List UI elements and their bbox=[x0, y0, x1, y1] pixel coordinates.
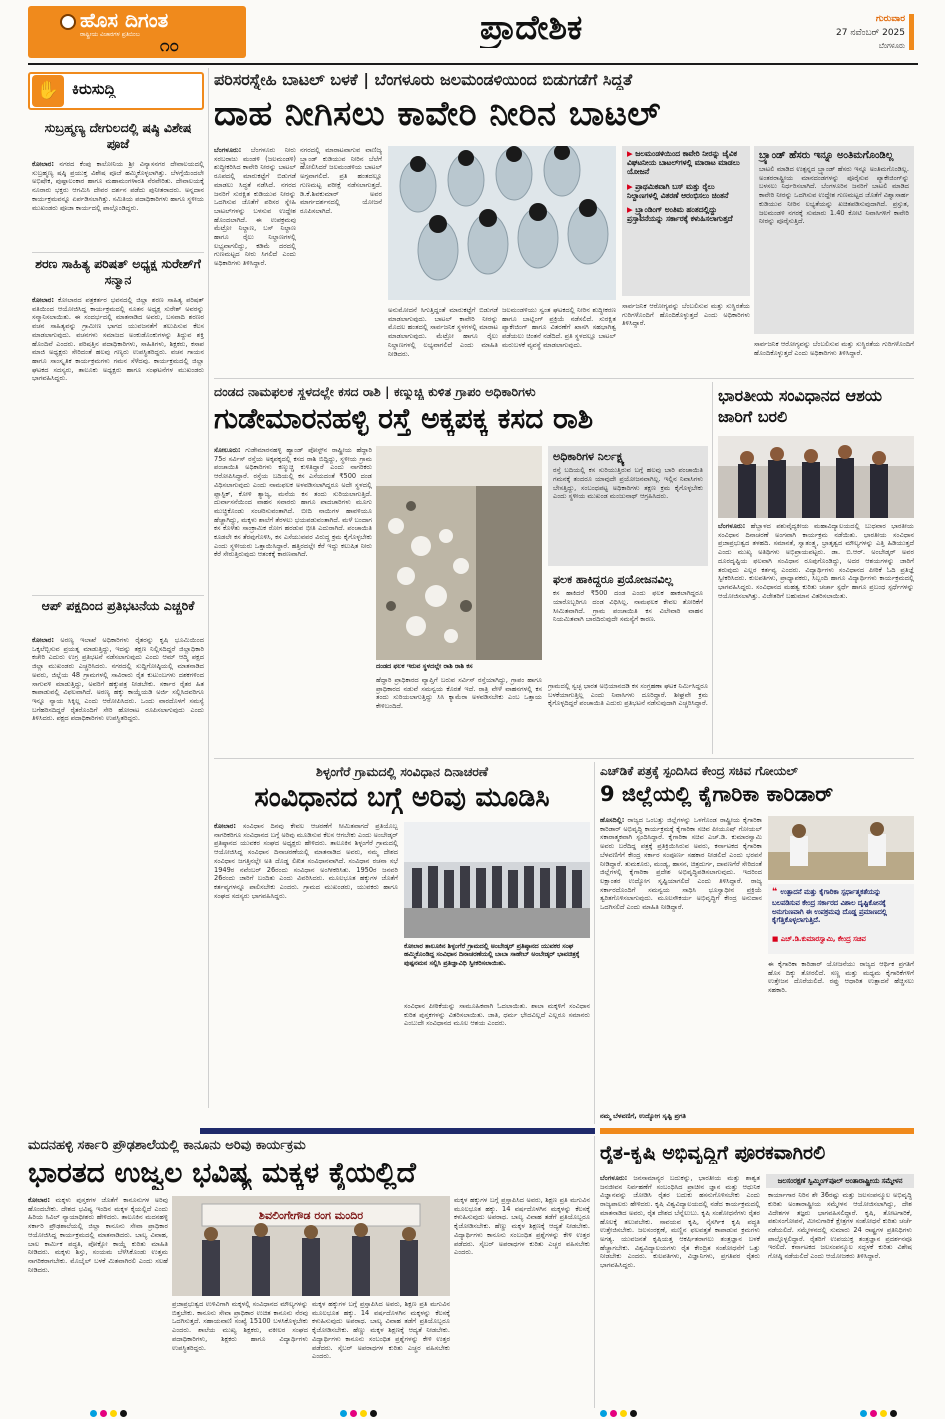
bottom-mid-rule bbox=[594, 1136, 595, 1408]
goyal-quote-author-text: ಎಚ್.ಡಿ.ಕುಮಾರಸ್ವಾಮಿ, ಕೇಂದ್ರ ಸಚಿವ bbox=[780, 935, 866, 943]
children-kicker: ಮದನಹಳ್ಳಿ ಸರ್ಕಾರಿ ಪ್ರೌಢಶಾಲೆಯಲ್ಲಿ ಕಾನೂನು ಅರಿವು ಕಾರ್ಯಕ್ರಮ bbox=[28, 1138, 306, 1153]
shilangere-headline: ಸಂವಿಧಾನದ ಬಗ್ಗೆ ಅರಿವು ಮೂಡಿಸಿ bbox=[254, 782, 550, 813]
page-number: ೧೦ bbox=[160, 36, 180, 56]
masthead-divider bbox=[28, 63, 918, 65]
garbage-box1-head: ಅಧಿಕಾರಿಗಳ ನಿರ್ಲಕ್ಷ್ಯ bbox=[553, 450, 625, 463]
garbage-body-col2 bbox=[376, 676, 542, 752]
lead-bullet-2 bbox=[627, 183, 745, 201]
lead-bullet-3-text: ಬ್ರ್ಯಾಂಡಿಂಗ್ ಅಂತಿಮ ಹಂತದಲ್ಲಿದ್ದು ಪ್ರಸ್ತಾವನೆಯನ್ನು ಸರ್ಕಾರಕ್ಕೆ ಕಳುಹಿಸಲಾಗುತ್ತದೆ bbox=[627, 205, 733, 224]
shilangere-dateline: ಕೋಲಾರ: bbox=[214, 822, 237, 830]
children-dateline: ಕೋಲಾರ: bbox=[28, 1196, 51, 1204]
left-story1-body bbox=[32, 160, 204, 248]
reg-mark-magenta-3 bbox=[610, 1410, 617, 1417]
lead-body-text3: ಅನುಮೋದನೆ ಸಿಗುತ್ತಿದ್ದಂತೆ ಮಾರುಕಟ್ಟೆಗೆ ಬಿಡುಗಡೆ ಮಾಡಲಾಗುವುದು. ಬಾಟಲ್ ಕಾವೇರಿ ನೀರನ್ನು ಮೊದಲ ಹಂತದಲ್ಲಿ ಸಾರ್ವಜನಿಕ ಸ್ಥಳಗಳಲ್ಲಿ ಮಾರಾಟ ಮಾಡಲಾಗುವುದು. ಮೆಟ್ರೋ ಹಾಗೂ ರೈಲು ನಿಲ್ದಾಣಗಳಲ್ಲಿ ಲಭ್ಯವಾಗಲಿದೆ ಎಂದು ಮಾಹಿತಿ ನೀಡಿದರು. bbox=[388, 306, 498, 358]
children-headline: ಭಾರತದ ಉಜ್ವಲ ಭವಿಷ್ಯ ಮಕ್ಕಳ ಕೈಯಲ್ಲಿದೆ bbox=[28, 1156, 416, 1189]
farmer-body-text: ಜನಸಾಮಾನ್ಯರ ಬದುಕನ್ನು, ಭಾರತೀಯ ಮತ್ತು ಶಾಶ್ವತ ಜನಜೀವನ ನಿರ್ವಹಣೆಗೆ ಸಂಬಂಧಿಸಿದ ಪ್ರಾಚೀನ ಜ್ಞಾನ ಮತ್ತು ಆಧುನಿಕ ವಿಜ್ಞಾನವನ್ನು ಜೋಡಿಸಿ ರೈತರ ಬದುಕು ಹಸನುಗೊಳಿಸಬೇಕು ಎಂದು ರಾಜ್ಯಪಾಲರು ಹೇಳಿದರು. ಕೃಷಿ ವಿಶ್ವವಿದ್ಯಾಲಯದಲ್ಲಿ ನಡೆದ ಕಾರ್ಯಕ್ರಮದಲ್ಲಿ ಮಾತನಾಡಿದ ಅವರು, ರೈತ ದೇಶದ ಬೆನ್ನೆಲುಬು. ಕೃಷಿ ಸಂಶೋಧನೆಗಳು ರೈತರ ಹೊಲಕ್ಕೆ ತಲುಪಬೇಕು. ಸಾವಯವ ಕೃಷಿ, ನೈಸರ್ಗಿಕ ಕೃಷಿ ಪದ್ಧತಿ ಉತ್ತೇಜಿಸಬೇಕು. ಜಲಸಂರಕ್ಷಣೆ, ಮಣ್ಣಿನ ಫಲವತ್ತತೆ ಕಾಪಾಡುವ ಕ್ರಮಗಳು ಅಗತ್ಯ. ಯುವಜನತೆ ಕೃಷಿಯತ್ತ ಆಕರ್ಷಿತರಾಗಲು ತಂತ್ರಜ್ಞಾನ ಬಳಕೆ ಹೆಚ್ಚಾಗಬೇಕು. ವಿಶ್ವವಿದ್ಯಾಲಯಗಳು ರೈತ ಕೇಂದ್ರಿತ ಸಂಶೋಧನೆಗೆ ಒತ್ತು ನೀಡಬೇಕು ಎಂದರು. ಕುಲಪತಿಗಳು, ವಿಜ್ಞಾನಿಗಳು, ಪ್ರಗತಿಪರ ರೈತರು ಭಾಗವಹಿಸಿದ್ದರು. bbox=[600, 1174, 760, 1270]
goyal-body-text: ರಾಜ್ಯದ ಒಂಬತ್ತು ಜಿಲ್ಲೆಗಳನ್ನು ಒಳಗೊಂಡ ರಾಷ್ಟ್ರೀಯ ಕೈಗಾರಿಕಾ ಕಾರಿಡಾರ್ ಅಭಿವೃದ್ಧಿ ಕಾರ್ಯಕ್ರಮಕ್ಕೆ ಕೈಗಾರಿಕಾ ಸಚಿವ ಪೀಯೂಷ್ ಗೋಯಲ್ ಸಕಾರಾತ್ಮಕವಾಗಿ ಸ್ಪಂದಿಸಿದ್ದಾರೆ. ಕೈಗಾರಿಕಾ ಸಚಿವ ಎಚ್.ಡಿ. ಕುಮಾರಸ್ವಾಮಿ ಅವರು ಬರೆದಿದ್ದ ಪತ್ರಕ್ಕೆ ಪ್ರತಿಕ್ರಿಯಿಸಿರುವ ಅವರು, ಕರ್ನಾಟಕದ ಕೈಗಾರಿಕಾ ಬೆಳವಣಿಗೆಗೆ ಕೇಂದ್ರ ಸರ್ಕಾರ ಸಂಪೂರ್ಣ ಸಹಕಾರ ನೀಡಲಿದೆ ಎಂದು ಭರವಸೆ ನೀಡಿದ್ದಾರೆ. ತುಮಕೂರು, ಮಂಡ್ಯ, ಹಾಸನ, ಚಿತ್ರದುರ್ಗ, ದಾವಣಗೆರೆ ಸೇರಿದಂತೆ ಜಿಲ್ಲೆಗಳಲ್ಲಿ ಕೈಗಾರಿಕಾ ಪ್ರದೇಶ ಅಭಿವೃದ್ಧಿಪಡಿಸಲಾಗುವುದು. ಇದರಿಂದ ಲಕ್ಷಾಂತರ ಉದ್ಯೋಗ ಸೃಷ್ಟಿಯಾಗಲಿದೆ ಎಂದು ತಿಳಿಸಿದ್ದಾರೆ. ರಾಜ್ಯ ಸರ್ಕಾರದೊಂದಿಗೆ ಸಮನ್ವಯ ಸಾಧಿಸಿ ಭೂಸ್ವಾಧೀನ ಪ್ರಕ್ರಿಯೆ ತ್ವರಿತಗೊಳಿಸಲಾಗುವುದು. ಮೂಲಸೌಕರ್ಯ ಅಭಿವೃದ್ಧಿಗೆ ಕೇಂದ್ರ ಅನುದಾನ ಒದಗಿಸಲಿದೆ ಎಂದು ಮಾಹಿತಿ ನೀಡಿದ್ದಾರೆ. bbox=[600, 816, 762, 912]
reg-mark-magenta-2 bbox=[350, 1410, 357, 1417]
bottom-color-bar-orange bbox=[600, 1128, 914, 1134]
left-story3-body bbox=[32, 636, 204, 1106]
shilangere-kicker: ಶಿಳ್ಳಂಗೆರೆ ಗ್ರಾಮದಲ್ಲಿ ಸಂವಿಧಾನ ದಿನಾಚರಣೆ bbox=[316, 764, 488, 779]
children-body-text: ಮಕ್ಕಳು ಪುಸ್ತಕಗಳ ಜೊತೆಗೆ ಕಾನೂನುಗಳ ಅರಿವು ಹೊಂದಬೇಕು. ದೇಶದ ಭವಿಷ್ಯ ಇಂದಿನ ಮಕ್ಕಳ ಕೈಯಲ್ಲಿದೆ ಎಂದು ಹಿರಿಯ ಸಿವಿಲ್ ನ್ಯಾಯಾಧೀಶರು ಹೇಳಿದರು. ತಾಲೂಕಿನ ಮದನಹಳ್ಳಿ ಸರ್ಕಾರಿ ಪ್ರೌಢಶಾಲೆಯಲ್ಲಿ ಜಿಲ್ಲಾ ಕಾನೂನು ಸೇವಾ ಪ್ರಾಧಿಕಾರ ಆಯೋಜಿಸಿದ್ದ ಕಾರ್ಯಕ್ರಮದಲ್ಲಿ ಮಾತನಾಡಿದರು. ಬಾಲ್ಯ ವಿವಾಹ, ಬಾಲ ಕಾರ್ಮಿಕ ಪದ್ಧತಿ, ಪೋಕ್ಸೋ ಕಾಯ್ದೆ ಕುರಿತು ಮಾಹಿತಿ ನೀಡಿದರು. ಮಕ್ಕಳು ಶಿಸ್ತು, ಸಂಯಮ ಬೆಳೆಸಿಕೊಂಡು ಉತ್ತಮ ನಾಗರಿಕರಾಗಬೇಕು. ಮೊಬೈಲ್ ಬಳಕೆ ಮಿತವಾಗಿರಲಿ ಎಂದು ಸಲಹೆ ನೀಡಿದರು. bbox=[28, 1196, 168, 1274]
garbage-box2 bbox=[548, 570, 708, 678]
left-story3-text: ಅರಣ್ಯ ಇಲಾಖೆ ಅಧಿಕಾರಿಗಳು ರೈತರನ್ನು ಕೃಷಿ ಭೂಮಿಯಿಂದ ಒಕ್ಕಲೆಬ್ಬಿಸುವ ಪ್ರಯತ್ನ ಮಾಡುತ್ತಿದ್ದು, ಇದನ್ನು ತಕ್ಷಣ ನಿಲ್ಲಿಸದಿದ್ದರೆ ಜಿಲ್ಲಾಧಿಕಾರಿ ಕಚೇರಿ ಎದುರು ಉಗ್ರ ಪ್ರತಿಭಟನೆ ನಡೆಸಲಾಗುವುದು ಎಂದು ಆಮ್ ಆದ್ಮಿ ಪಕ್ಷದ ಜಿಲ್ಲಾ ಮುಖಂಡರು ಎಚ್ಚರಿಸಿದರು. ನಗರದಲ್ಲಿ ಸುದ್ದಿಗೋಷ್ಠಿಯಲ್ಲಿ ಮಾತನಾಡಿದ ಅವರು, ಜಿಲ್ಲೆಯ 48 ಗ್ರಾಮಗಳಲ್ಲಿ ಸಾವಿರಾರು ರೈತ ಕುಟುಂಬಗಳು ದಶಕಗಳಿಂದ ಸಾಗುವಳಿ ಮಾಡುತ್ತಿದ್ದು, ಅವರಿಗೆ ಹಕ್ಕುಪತ್ರ ನೀಡಬೇಕು. ಸರ್ಕಾರ ರೈತರ ಹಿತ ಕಾಪಾಡುವಲ್ಲಿ ವಿಫಲವಾಗಿದೆ. ಅರಣ್ಯ ಹಕ್ಕು ಕಾಯ್ದೆಯಡಿ ಅರ್ಜಿ ಸಲ್ಲಿಸಿದವರಿಗೂ ಇನ್ನೂ ನ್ಯಾಯ ಸಿಕ್ಕಿಲ್ಲ ಎಂದು ಆರೋಪಿಸಿದರು. ಒಂದು ವಾರದೊಳಗೆ ಸಮಸ್ಯೆ ಬಗೆಹರಿಸದಿದ್ದರೆ ರೈತರೊಂದಿಗೆ ಸೇರಿ ಹೋರಾಟ ರೂಪಿಸಲಾಗುವುದು ಎಂದು ತಿಳಿಸಿದರು. ಪಕ್ಷದ ಪದಾಧಿಕಾರಿಗಳು ಉಪಸ್ಥಿತರಿದ್ದರು. bbox=[32, 636, 204, 723]
constitution-dateline: ಬೆಂಗಳೂರು: bbox=[718, 522, 746, 530]
shilangere-body-text: ಸಂವಿಧಾನ ದಿನವು ಕೇವಲ ಆಚರಣೆಗೆ ಸೀಮಿತವಾಗದೆ ಪ್ರತಿಯೊಬ್ಬ ನಾಗರಿಕರಿಗೂ ಸಂವಿಧಾನದ ಬಗ್ಗೆ ಅರಿವು ಮೂಡಿಸುವ ಕೆಲಸ ಆಗಬೇಕು ಎಂದು ಅಂಬೇಡ್ಕರ್ ಪ್ರತಿಷ್ಠಾನದ ಯುವಕರ ಸಂಘದ ಅಧ್ಯಕ್ಷರು ಹೇಳಿದರು. ತಾಲೂಕಿನ ಶಿಳ್ಳಂಗೆರೆ ಗ್ರಾಮದಲ್ಲಿ ಆಯೋಜಿಸಿದ್ದ ಸಂವಿಧಾನ ದಿನಾಚರಣೆಯಲ್ಲಿ ಮಾತನಾಡಿದ ಅವರು, ನಮ್ಮ ದೇಶದ ಸಂವಿಧಾನ ಜಗತ್ತಿನಲ್ಲೇ ಅತಿ ದೊಡ್ಡ ಲಿಖಿತ ಸಂವಿಧಾನವಾಗಿದೆ. ಸಂವಿಧಾನ ರಚನಾ ಸಭೆ 1949ರ ನವೆಂಬರ್ 26ರಂದು ಸಂವಿಧಾನ ಅಂಗೀಕರಿಸಿತು. 1950ರ ಜನವರಿ 26ರಂದು ಜಾರಿಗೆ ಬಂದಿತು ಎಂದು ವಿವರಿಸಿದರು. ಮೂಲಭೂತ ಹಕ್ಕುಗಳ ಜೊತೆಗೆ ಕರ್ತವ್ಯಗಳನ್ನೂ ಪಾಲಿಸಬೇಕು ಎಂದರು. ಗ್ರಾಮದ ಮುಖಂಡರು, ಯುವಕರು ಹಾಗೂ ಸಂಘದ ಸದಸ್ಯರು ಭಾಗವಹಿಸಿದ್ದರು. bbox=[214, 822, 398, 900]
garbage-side-text: ಹೆದ್ದಾರಿ ಪ್ರಾಧಿಕಾರದ ವ್ಯಾಪ್ತಿಗೆ ಬರುವ ಸರ್ವಿಸ್ ರಸ್ತೆಯಾಗಿದ್ದು, ಗ್ರಾಪಂ ಹಾಗೂ ಪ್ರಾಧಿಕಾರದ ನಡುವೆ ಸಮನ್ವಯ ಕೊರತೆ ಇದೆ. ರಾತ್ರಿ ವೇಳೆ ವಾಹನಗಳಲ್ಲಿ ಕಸ ತಂದು ಸುರಿಯಲಾಗುತ್ತಿದ್ದು ಸಿಸಿ ಕ್ಯಾಮೆರಾ ಅಳವಡಿಸಬೇಕು ಎಂಬ ಒತ್ತಾಯ ಕೇಳಿಬಂದಿದೆ. bbox=[376, 676, 542, 711]
shilangere-photo bbox=[404, 822, 590, 938]
kiru-label: ಕಿರುಸುದ್ದಿ bbox=[72, 80, 116, 98]
section-title: ಪ್ರಾದೇಶಿಕ bbox=[480, 8, 583, 48]
farmer-box bbox=[766, 1174, 914, 1406]
garbage-body-col1 bbox=[214, 446, 372, 752]
goyal-quote-box bbox=[768, 884, 914, 954]
left-story2-headline: ಶರಣ ಸಾಹಿತ್ಯ ಪರಿಷತ್ ಅಧ್ಯಕ್ಷ ಸುರೇಶ್‌ಗೆ ಸನ್ಮಾನ bbox=[35, 256, 201, 288]
masthead-tagline: ರಾಷ್ಟ್ರೀಯ ವಿಚಾರಗಳ ಪ್ರತಿಬಿಂಬ bbox=[80, 31, 140, 38]
logo-emblem-icon bbox=[60, 14, 76, 30]
left-story2-dateline: ಕೋಲಾರ: bbox=[32, 296, 55, 304]
reg-mark-yellow-3 bbox=[620, 1410, 627, 1417]
reg-mark-yellow-2 bbox=[360, 1410, 367, 1417]
lead-body-text1: ಬೆಂಗಳೂರು ನೀರು ಸರಬರಾಜು ಮಂಡಳಿ (ಜಲಮಂಡಳಿ) ಶುದ್ಧೀಕರಿಸಿದ ಕಾವೇರಿ ನೀರನ್ನು ಬಾಟಲ್ ರೂಪದಲ್ಲಿ ಮಾರುಕಟ್ಟೆಗೆ ಬಿಡುಗಡೆ ಮಾಡಲು ಸಿದ್ಧತೆ ನಡೆಸಿದೆ. ನಗರದ ಜನರಿಗೆ ಸುರಕ್ಷಿತ ಕುಡಿಯುವ ನೀರನ್ನು ಒದಗಿಸುವ ಜೊತೆಗೆ ಪರಿಸರ ಸ್ನೇಹಿ ಬಾಟಲ್‌ಗಳನ್ನು ಬಳಸುವ ಉದ್ದೇಶ ಹೊಂದಲಾಗಿದೆ. ಈ ಉಪಕ್ರಮವು ಮೆಟ್ರೋ ನಿಲ್ದಾಣ, ಬಸ್ ನಿಲ್ದಾಣ ಹಾಗೂ ರೈಲು ನಿಲ್ದಾಣಗಳಲ್ಲಿ ಲಭ್ಯವಾಗಲಿದ್ದು, ಕಡಿಮೆ ದರದಲ್ಲಿ ಗುಣಮಟ್ಟದ ನೀರು ಸಿಗಲಿದೆ ಎಂದು ಅಧಿಕಾರಿಗಳು ತಿಳಿಸಿದ್ದಾರೆ. bbox=[214, 146, 296, 268]
left-story1-headline: ಸುಬ್ರಹ್ಮಣ್ಯ ದೇಗುಲದಲ್ಲಿ ಷಷ್ಠಿ ವಿಶೇಷ ಪೂಜೆ bbox=[44, 120, 192, 152]
lead-body-text2: ನಗರದಲ್ಲಿ ಮಾರಾಟವಾಗುವ ವಾಣಿಜ್ಯ ಬ್ರ್ಯಾಂಡ್ ಕುಡಿಯುವ ನೀರಿನ ಬೆಲೆಗೆ ಹೋಲಿಸಿದರೆ ಜಲಮಂಡಳಿಯ ಬಾಟಲ್ ಅಗ್ಗವಾಗಲಿದೆ. ಪ್ರತಿ ಹಂತದಲ್ಲೂ ಗುಣಮಟ್ಟ ಪರೀಕ್ಷೆ ನಡೆಸಲಾಗುತ್ತದೆ. ಡಿ.ಕೆ.ಶಿವಕುಮಾರ್ ಅವರ ಮಾರ್ಗದರ್ಶನದಲ್ಲಿ ಯೋಜನೆ ರೂಪಿಸಲಾಗಿದೆ. bbox=[300, 146, 382, 215]
lead-kicker: ಪರಿಸರಸ್ನೇಹಿ ಬಾಟಲ್ ಬಳಕೆ | ಬೆಂಗಳೂರು ಜಲಮಂಡಳಿಯಿಂದ ಬಿಡುಗಡೆಗೆ ಸಿದ್ಧತೆ bbox=[214, 70, 633, 89]
left-divider-2 bbox=[32, 595, 204, 596]
constitution-body-text: ಹೆಬ್ಬಾಳದ ಪಶುವೈದ್ಯಕೀಯ ಮಹಾವಿದ್ಯಾಲಯದಲ್ಲಿ ಬುಧವಾರ ಭಾರತೀಯ ಸಂವಿಧಾನ ದಿನಾಚರಣೆ ಅಂಗವಾಗಿ ಕಾರ್ಯಕ್ರಮ ನಡೆಯಿತು. ಭಾರತೀಯ ಸಂವಿಧಾನ ಪ್ರಜಾಪ್ರಭುತ್ವದ ತಳಹದಿ. ಸಮಾನತೆ, ಸ್ವಾತಂತ್ರ್ಯ, ಭ್ರಾತೃತ್ವದ ಮೌಲ್ಯಗಳನ್ನು ಎತ್ತಿ ಹಿಡಿಯುತ್ತದೆ ಎಂದು ಮುಖ್ಯ ಅತಿಥಿಗಳು ಅಭಿಪ್ರಾಯಪಟ್ಟರು. ಡಾ. ಬಿ.ಆರ್. ಅಂಬೇಡ್ಕರ್ ಅವರ ದೂರದೃಷ್ಟಿಯ ಫಲವಾಗಿ ಸಂವಿಧಾನ ರೂಪುಗೊಂಡಿದ್ದು, ಅದರ ಆಶಯಗಳನ್ನು ಜಾರಿಗೆ ತರುವುದು ಎಲ್ಲರ ಕರ್ತವ್ಯ ಎಂದರು. ವಿದ್ಯಾರ್ಥಿಗಳು ಸಂವಿಧಾನದ ಪೀಠಿಕೆ ಓದಿ ಪ್ರತಿಜ್ಞೆ ಸ್ವೀಕರಿಸಿದರು. ಕುಲಪತಿಗಳು, ಪ್ರಾಧ್ಯಾಪಕರು, ಸಿಬ್ಬಂದಿ ಹಾಗೂ ವಿದ್ಯಾರ್ಥಿಗಳು ಕಾರ್ಯಕ್ರಮದಲ್ಲಿ ಭಾಗವಹಿಸಿದ್ದರು. ಸಂವಿಧಾನದ ಮಹತ್ವ ಕುರಿತು ಚರ್ಚಾ ಸ್ಪರ್ಧೆ ಹಾಗೂ ಪ್ರಬಂಧ ಸ್ಪರ್ಧೆಗಳನ್ನು ಆಯೋಜಿಸಲಾಗಿತ್ತು. ವಿಜೇತರಿಗೆ ಬಹುಮಾನ ವಿತರಿಸಲಾಯಿತು. bbox=[718, 522, 914, 600]
lead-bottom-rule bbox=[214, 378, 914, 379]
lead-bullet-3 bbox=[627, 206, 745, 224]
children-body-text3b: ಮಕ್ಕಳ ಹಕ್ಕುಗಳ ಬಗ್ಗೆ ಪ್ರಸ್ತಾಪಿಸಿದ ಅವರು, ಶಿಕ್ಷಣ ಪ್ರತಿ ಮಗುವಿನ ಮೂಲಭೂತ ಹಕ್ಕು. 14 ವರ್ಷದೊಳಗಿನ ಮಕ್ಕಳನ್ನು ಕೆಲಸಕ್ಕೆ ಕಳುಹಿಸುವುದು ಅಪರಾಧ. ಬಾಲ್ಯ ವಿವಾಹ ತಡೆಗೆ ಪ್ರತಿಯೊಬ್ಬರೂ ಕೈಜೋಡಿಸಬೇಕು. ಹೆಣ್ಣು ಮಕ್ಕಳ ಶಿಕ್ಷಣಕ್ಕೆ ಆದ್ಯತೆ ನೀಡಬೇಕು. ವಿದ್ಯಾರ್ಥಿಗಳು ಕಾನೂನು ಸಂಬಂಧಿತ ಪ್ರಶ್ನೆಗಳನ್ನು ಕೇಳಿ ಉತ್ತರ ಪಡೆದರು. ಸೈಬರ್ ಅಪರಾಧಗಳ ಕುರಿತು ಎಚ್ಚರ ವಹಿಸಬೇಕು ಎಂದರು. bbox=[454, 1196, 590, 1257]
garbage-dateline: ಸೋಲೂರು: bbox=[214, 446, 241, 454]
goyal-kicker: ಎಚ್‌ಡಿಕೆ ಪತ್ರಕ್ಕೆ ಸ್ಪಂದಿಸಿದ ಕೇಂದ್ರ ಸಚಿವ ಗೋಯಲ್ bbox=[600, 764, 798, 778]
left-story3-dateline: ಕೋಲಾರ: bbox=[32, 636, 55, 644]
lead-brand-box bbox=[754, 146, 914, 334]
reg-mark-magenta-4 bbox=[870, 1410, 877, 1417]
reg-mark-yellow bbox=[110, 1410, 117, 1417]
masthead-date-bar bbox=[909, 14, 914, 50]
reg-mark-black-3 bbox=[630, 1410, 637, 1417]
left-story3-headline: ಆಪ್ ಪಕ್ಷದಿಂದ ಪ್ರತಿಭಟನೆಯ ಎಚ್ಚರಿಕೆ bbox=[41, 598, 195, 613]
children-body-col3 bbox=[312, 1300, 450, 1406]
goyal-body-col2 bbox=[768, 960, 914, 1112]
left-story2-text: ಕೋಲಾರದ ಪತ್ರಕರ್ತರ ಭವನದಲ್ಲಿ ಜಿಲ್ಲಾ ಶರಣ ಸಾಹಿತ್ಯ ಪರಿಷತ್ ವತಿಯಿಂದ ಆಯೋಜಿಸಿದ್ದ ಕಾರ್ಯಕ್ರಮದಲ್ಲಿ ನೂತನ ಅಧ್ಯಕ್ಷ ಸುರೇಶ್ ಅವರನ್ನು ಸನ್ಮಾನಿಸಲಾಯಿತು. ಈ ಸಂದರ್ಭದಲ್ಲಿ ಮಾತನಾಡಿದ ಅವರು, ಬಸವಾದಿ ಶರಣರ ವಚನ ಸಾಹಿತ್ಯವನ್ನು ಗ್ರಾಮೀಣ ಭಾಗದ ಯುವಜನತೆಗೆ ತಲುಪಿಸುವ ಕೆಲಸ ಮಾಡಲಾಗುವುದು. ವಚನಗಳು ಸಮಾಜದ ಅಂಕುಡೊಂಕುಗಳನ್ನು ತಿದ್ದುವ ಶಕ್ತಿ ಹೊಂದಿವೆ ಎಂದರು. ಪರಿಷತ್ತಿನ ಪದಾಧಿಕಾರಿಗಳು, ಸಾಹಿತಿಗಳು, ಶಿಕ್ಷಕರು, ಕಸಾಪ ಮಾಜಿ ಅಧ್ಯಕ್ಷರು ಸೇರಿದಂತೆ ಹಲವು ಗಣ್ಯರು ಉಪಸ್ಥಿತರಿದ್ದರು. ವಚನ ಗಾಯನ ಹಾಗೂ ಸಾಂಸ್ಕೃತಿಕ ಕಾರ್ಯಕ್ರಮಗಳು ಗಮನ ಸೆಳೆದವು. ಕಾರ್ಯಕ್ರಮದಲ್ಲಿ ಜಿಲ್ಲಾ ಘಟಕದ ಸದಸ್ಯರು, ತಾಲೂಕು ಅಧ್ಯಕ್ಷರು ಹಾಗೂ ಸಂಘಟನೆಗಳ ಮುಖಂಡರು ಭಾಗವಹಿಸಿದ್ದರು. bbox=[32, 296, 204, 383]
goyal-body-col1 bbox=[600, 816, 762, 1112]
quote-icon: ❝ bbox=[772, 887, 781, 897]
goyal-quote-text bbox=[772, 887, 910, 935]
children-body-col4 bbox=[454, 1196, 590, 1406]
farmer-body-col1 bbox=[600, 1174, 760, 1406]
children-body-col2 bbox=[172, 1300, 308, 1406]
garbage-box2-head: ಫಲಕ ಹಾಕಿದ್ದರೂ ಪ್ರಯೋಜನವಿಲ್ಲ bbox=[553, 573, 673, 586]
garbage-box2-body: ಕಸ ಹಾಕಿದರೆ ₹500 ದಂಡ ಎಂದು ಫಲಕ ಹಾಕಲಾಗಿದ್ದರೂ ಯಾರೊಬ್ಬರಿಗೂ ದಂಡ ವಿಧಿಸಿಲ್ಲ. ನಾಮಫಲಕ ಕೇವಲ ತೋರಿಕೆಗೆ ಸೀಮಿತವಾಗಿದೆ. ಗ್ರಾಮ ಪಂಚಾಯಿತಿ ಕಸ ವಿಲೇವಾರಿ ವಾಹನ ನಿಯಮಿತವಾಗಿ ಬಾರದಿರುವುದೇ ಸಮಸ್ಯೆಗೆ ಕಾರಣ. bbox=[553, 589, 703, 624]
reg-mark-cyan-3 bbox=[600, 1410, 607, 1417]
goyal-body-text2: ಈ ಕೈಗಾರಿಕಾ ಕಾರಿಡಾರ್ ಯೋಜನೆಯು ರಾಜ್ಯದ ಆರ್ಥಿಕ ಪ್ರಗತಿಗೆ ಹೊಸ ದಿಕ್ಕು ತೋರಲಿದೆ. ಸಣ್ಣ ಮತ್ತು ಮಧ್ಯಮ ಕೈಗಾರಿಕೆಗಳಿಗೆ ಉತ್ತೇಜನ ದೊರೆಯಲಿದೆ. ರಫ್ತು ಆಧಾರಿತ ಉತ್ಪಾದನೆ ಹೆಚ್ಚಿಸಲು ಸಹಕಾರಿ. bbox=[768, 960, 914, 995]
garbage-photo-caption: ದಂಡದ ಫಲಕ ಇರುವ ಸ್ಥಳದಲ್ಲೇ ರಾಶಿ ರಾಶಿ ಕಸ bbox=[376, 662, 473, 670]
constitution-headline: ಭಾರತೀಯ ಸಂವಿಧಾನದ ಆಶಯ ಜಾರಿಗೆ ಬರಲಿ bbox=[718, 386, 882, 426]
mid-rule bbox=[214, 758, 914, 759]
left-story1-dateline: ಕೋಲಾರ: bbox=[32, 160, 55, 168]
shilangere-photo-caption: ಕೋಲಾರ ತಾಲೂಕಿನ ಶಿಳ್ಳಂಗೆರೆ ಗ್ರಾಮದಲ್ಲಿ ಅಂಬೇಡ್ಕರ್ ಪ್ರತಿಷ್ಠಾನದ ಯುವಕರ ಸಂಘ ಹಮ್ಮಿಕೊಂಡಿದ್ದ ಸಂವಿಧಾನ ದಿನಾಚರಣೆಯಲ್ಲಿ ಬಾಬಾ ಸಾಹೇಬ್ ಅಂಬೇಡ್ಕರ್ ಭಾವಚಿತ್ರಕ್ಕೆ ಪುಷ್ಪನಮನ ಸಲ್ಲಿಸಿ ಪ್ರತಿಜ್ಞಾವಿಧಿ ಸ್ವೀಕರಿಸಲಾಯಿತು. bbox=[404, 942, 580, 967]
garbage-kicker: ದಂಡದ ನಾಮಫಲಕ ಸ್ಥಳದಲ್ಲೇ ಕಸದ ರಾಶಿ | ಕಣ್ಮುಚ್ಚಿ ಕುಳಿತ ಗ್ರಾಪಂ ಅಧಿಕಾರಿಗಳು bbox=[214, 384, 536, 399]
lead-bullet-1-text: ಜಲಮಂಡಳಿಯಿಂದ ಕಾವೇರಿ ನೀರನ್ನು ಜೈವಿಕ ವಿಘಟನೀಯ ಬಾಟಲ್‌ಗಳಲ್ಲಿ ಮಾರಾಟ ಮಾಡಲು ಯೋಜನೆ bbox=[627, 149, 740, 176]
lead-headline: ದಾಹ ನೀಗಿಸಲು ಕಾವೇರಿ ನೀರಿನ ಬಾಟಲ್ bbox=[214, 94, 661, 134]
children-body-col1 bbox=[28, 1196, 168, 1406]
bullet-3-icon: ▶ bbox=[627, 205, 636, 215]
shilangere-body-col2 bbox=[404, 1002, 590, 1122]
shilangere-right-rule bbox=[594, 762, 595, 1124]
children-body-text2: ಪ್ರಜಾಪ್ರಭುತ್ವದ ಉಳಿವಿಗಾಗಿ ಮಕ್ಕಳಲ್ಲಿ ಸಂವಿಧಾನದ ಮೌಲ್ಯಗಳನ್ನು ಬಿತ್ತಬೇಕು. ಕಾನೂನು ಸೇವಾ ಪ್ರಾಧಿಕಾರ ಉಚಿತ ಕಾನೂನು ನೆರವು ಒದಗಿಸುತ್ತದೆ. ಸಹಾಯವಾಣಿ ಸಂಖ್ಯೆ 15100 ಬಳಸಿಕೊಳ್ಳಬೇಕು ಎಂದರು. ಶಾಲೆಯ ಮುಖ್ಯ ಶಿಕ್ಷಕರು, ವಕೀಲರ ಸಂಘದ ಪದಾಧಿಕಾರಿಗಳು, ಶಿಕ್ಷಕರು ಹಾಗೂ ವಿದ್ಯಾರ್ಥಿಗಳು ಉಪಸ್ಥಿತರಿದ್ದರು. bbox=[172, 1300, 308, 1352]
goyal-signoff: ನಮ್ಮ ಬೆಳವಣಿಗೆ, ಉದ್ಯೋಗ ಸೃಷ್ಟಿ ಪ್ರಗತಿ bbox=[600, 1112, 687, 1120]
farmer-box-body: ಕಾರ್ಯಾಗಾರ ನಿರಿನ ಶೇ 36ರಷ್ಟು ಮತ್ತು ಜಲಸಂಪನ್ಮೂಲ ಅಭಿವೃದ್ಧಿ ಕುರಿತು ಅಂತಾರಾಷ್ಟ್ರೀಯ ಸಮ್ಮೇಳನ ಆಯೋಜಿಸಲಾಗಿದ್ದು, ದೇಶ ವಿದೇಶಗಳ ತಜ್ಞರು ಭಾಗವಹಿಸಲಿದ್ದಾರೆ. ಕೃಷಿ, ತೋಟಗಾರಿಕೆ, ಪಶುಸಂಗೋಪನೆ, ಮೀನುಗಾರಿಕೆ ಕ್ಷೇತ್ರಗಳ ಸಂಶೋಧನೆ ಕುರಿತು ಚರ್ಚೆ ನಡೆಯಲಿದೆ. ಸಮ್ಮೇಳನದಲ್ಲಿ ಸುಮಾರು 24 ರಾಷ್ಟ್ರಗಳ ಪ್ರತಿನಿಧಿಗಳು ಪಾಲ್ಗೊಳ್ಳಲಿದ್ದಾರೆ. ರೈತರಿಗೆ ಉಪಯುಕ್ತ ತಂತ್ರಜ್ಞಾನ ಪ್ರದರ್ಶನವೂ ಇರಲಿದೆ. ಕರ್ನಾಟಕದ ಜಲಸಂಪನ್ಮೂಲ ಸದ್ಬಳಕೆ ಕುರಿತು ವಿಶೇಷ ಗೋಷ್ಠಿ ನಡೆಯಲಿದೆ ಎಂದು ಆಯೋಜಕರು ತಿಳಿಸಿದ್ದಾರೆ. bbox=[768, 1191, 912, 1261]
lead-body-text6: ಸಾರ್ವಜನಿಕ ಆರೋಗ್ಯವನ್ನು ಬೆಂಬಲಿಸುವ ಮತ್ತು ಸುಸ್ಥಿರತೆಯ ಗುರಿಗಳೊಂದಿಗೆ ಹೊಂದಿಕೊಳ್ಳುತ್ತದೆ ಎಂದು ಅಧಿಕಾರಿಗಳು ತಿಳಿಸಿದ್ದಾರೆ. bbox=[754, 340, 914, 357]
lead-brand-box-body: ಬಾಟಲಿ ಮಾಡಿದ ಉತ್ಪನ್ನದ ಬ್ರ್ಯಾಂಡ್ ಹೆಸರು ಇನ್ನೂ ಅಂತಿಮಗೊಂಡಿಲ್ಲ. ಅಂತರರಾಷ್ಟ್ರೀಯ ಮಾನದಂಡಗಳನ್ನು ಪೂರೈಸುವ ಪ್ಯಾಕೇಜಿಂಗ್‌ನ್ನು ಬಳಸಲು ನಿರ್ಧರಿಸಲಾಗಿದೆ. ಬೆಂಗಳೂರಿನ ಜನರಿಗೆ ಬಾಟಲಿ ಮಾಡಿದ ಕಾವೇರಿ ನೀರನ್ನು ಒದಗಿಸುವ ಉದ್ದೇಶ ಗುಣಮಟ್ಟದ ಜೊತೆಗೆ ವಿಶ್ವಾಸಾರ್ಹ ಕುಡಿಯುವ ನೀರಿನ ಲಭ್ಯತೆಯನ್ನು ಖಚಿತಪಡಿಸುವುದಾಗಿದೆ. ಪ್ರಸ್ತುತ, ಜಲಮಂಡಳಿ ನಗರಕ್ಕೆ ಸುಮಾರು 1.40 ಕೋಟಿ ನಿವಾಸಿಗಳಿಗೆ ಕಾವೇರಿ ನೀರನ್ನು ಪೂರೈಸುತ್ತಿದೆ. bbox=[759, 165, 909, 226]
lead-bullets-box bbox=[622, 146, 750, 296]
hand-icon: ✋ bbox=[32, 75, 64, 107]
reg-mark-cyan-4 bbox=[860, 1410, 867, 1417]
lead-dateline: ಬೆಂಗಳೂರು: bbox=[214, 146, 242, 154]
lead-bullet-2-text: ಪ್ರಾಥಮಿಕವಾಗಿ ಬಸ್ ಮತ್ತು ರೈಲು ನಿಲ್ದಾಣಗಳಲ್ಲಿ ವಿತರಣೆ ಆರಂಭಿಸಲು ಚಿಂತನೆ bbox=[627, 181, 729, 200]
constitution-photo bbox=[718, 436, 914, 518]
masthead-day: ಗುರುವಾರ bbox=[875, 14, 905, 24]
lead-body-text5: ಸಾರ್ವಜನಿಕ ಆರೋಗ್ಯವನ್ನು ಬೆಂಬಲಿಸುವ ಮತ್ತು ಸುಸ್ಥಿರತೆಯ ಗುರಿಗಳೊಂದಿಗೆ ಹೊಂದಿಕೊಳ್ಳುತ್ತದೆ ಎಂದು ಅಧಿಕಾರಿಗಳು ತಿಳಿಸಿದ್ದಾರೆ. bbox=[622, 302, 750, 328]
lead-photo-bottles bbox=[388, 146, 616, 300]
reg-mark-magenta bbox=[100, 1410, 107, 1417]
bullet-1-icon: ▶ bbox=[627, 149, 636, 158]
reg-mark-yellow-4 bbox=[880, 1410, 887, 1417]
goyal-headline: 9 ಜಿಲ್ಲೆಯಲ್ಲಿ ಕೈಗಾರಿಕಾ ಕಾರಿಡಾರ್ bbox=[600, 782, 834, 806]
left-divider-1 bbox=[32, 252, 204, 253]
reg-mark-black bbox=[120, 1410, 127, 1417]
garbage-box1 bbox=[548, 446, 708, 566]
garbage-body-col3 bbox=[548, 682, 708, 752]
shilangere-body-col1 bbox=[214, 822, 398, 1122]
farmer-box-head: ಜಲಸಂರಕ್ಷಣೆ ಸ್ವಿಮ್ಮಿಂಗ್‌ಪೂಲ್ ಅಂತಾರಾಷ್ಟ್ರೀಯ ಸಮ್ಮೇಳನ bbox=[766, 1174, 914, 1188]
masthead-logo: ಹೊಸ ದಿಗಂತ bbox=[80, 8, 169, 32]
children-photo-banner: ಶಿವಲಿಂಗೇಗೌಡ ರಂಗ ಮಂದಿರ bbox=[258, 1209, 364, 1222]
children-body-text3a: ಮಕ್ಕಳ ಹಕ್ಕುಗಳ ಬಗ್ಗೆ ಪ್ರಸ್ತಾಪಿಸಿದ ಅವರು, ಶಿಕ್ಷಣ ಪ್ರತಿ ಮಗುವಿನ ಮೂಲಭೂತ ಹಕ್ಕು. 14 ವರ್ಷದೊಳಗಿನ ಮಕ್ಕಳನ್ನು ಕೆಲಸಕ್ಕೆ ಕಳುಹಿಸುವುದು ಅಪರಾಧ. ಬಾಲ್ಯ ವಿವಾಹ ತಡೆಗೆ ಪ್ರತಿಯೊಬ್ಬರೂ ಕೈಜೋಡಿಸಬೇಕು. ಹೆಣ್ಣು ಮಕ್ಕಳ ಶಿಕ್ಷಣಕ್ಕೆ ಆದ್ಯತೆ ನೀಡಬೇಕು. ವಿದ್ಯಾರ್ಥಿಗಳು ಕಾನೂನು ಸಂಬಂಧಿತ ಪ್ರಶ್ನೆಗಳನ್ನು ಕೇಳಿ ಉತ್ತರ ಪಡೆದರು. ಸೈಬರ್ ಅಪರಾಧಗಳ ಕುರಿತು ಎಚ್ಚರ ವಹಿಸಬೇಕು ಎಂದರು. bbox=[312, 1300, 450, 1361]
lead-body-text4: ಜಲಮಂಡಳಿಯು ಸ್ವಂತ ಘಟಕದಲ್ಲಿ ನೀರಿನ ಶುದ್ಧೀಕರಣ ಹಾಗೂ ಬಾಟ್ಲಿಂಗ್ ಪ್ರಕ್ರಿಯೆ ನಡೆಸಲಿದೆ. ಸುರಕ್ಷಿತ ಪ್ಯಾಕೇಜಿಂಗ್ ಹಾಗೂ ವಿತರಣೆಗೆ ಖಾಸಗಿ ಸಹಭಾಗಿತ್ವ ಪಡೆಯಲು ಚಿಂತನೆ ನಡೆದಿದೆ. ಪ್ರತಿ ಸ್ಥಳದಲ್ಲೂ ಬಾಟಲ್ ಮರುಬಳಕೆ ವ್ಯವಸ್ಥೆ ಮಾಡಲಾಗುವುದು. bbox=[502, 306, 616, 349]
bottom-color-bar-navy bbox=[200, 1128, 595, 1134]
goyal-quote: ಉತ್ಪಾದನೆ ಮತ್ತು ಕೈಗಾರಿಕಾ ಸ್ಪರ್ಧಾತ್ಮಕತೆಯನ್ನು ಬಲಪಡಿಸುವ ಕೇಂದ್ರ ಸರ್ಕಾರದ ವಿಶಾಲ ದೃಷ್ಟಿಕೋನಕ್ಕೆ ಅನುಗುಣವಾಗಿ ಈ ಉಪಕ್ರಮವು ದೊಡ್ಡ ಪ್ರಮಾಣದಲ್ಲಿ ಕೈಗೆತ್ತಿಕೊಳ್ಳಲಾಗುತ್ತಿದೆ. bbox=[772, 888, 887, 925]
masthead-city: ಬೆಂಗಳೂರು bbox=[878, 42, 905, 50]
reg-mark-black-2 bbox=[370, 1410, 377, 1417]
reg-mark-black-4 bbox=[890, 1410, 897, 1417]
garbage-headline: ಗುಡೇಮಾರನಹಳ್ಳಿ ರಸ್ತೆ ಅಕ್ಕಪಕ್ಕ ಕಸದ ರಾಶಿ bbox=[214, 402, 594, 435]
left-story1-text: ನಗರದ ಕೆಂಪು ಕಾಲೋನಿಯ ಶ್ರೀ ವಿನ್ಯಾಸನಗರ ದೇವಾಲಯದಲ್ಲಿ ಸುಬ್ರಹ್ಮಣ್ಯ ಷಷ್ಠಿ ಪ್ರಯುಕ್ತ ವಿಶೇಷ ಪೂಜೆ ಹಮ್ಮಿಕೊಳ್ಳಲಾಗಿತ್ತು. ಬೆಳಗ್ಗೆಯಿಂದಲೇ ಅಭಿಷೇಕ, ಪುಷ್ಪಾಲಂಕಾರ ಹಾಗೂ ಮಹಾಮಂಗಳಾರತಿ ನೆರವೇರಿತು. ದೇವಾಲಯಕ್ಕೆ ನೂರಾರು ಭಕ್ತರು ಆಗಮಿಸಿ ದೇವರ ದರ್ಶನ ಪಡೆದು ಪುನೀತರಾದರು. ಅನ್ನದಾನ ಕಾರ್ಯಕ್ರಮವನ್ನೂ ಏರ್ಪಡಿಸಲಾಗಿತ್ತು. ಸಮಿತಿಯ ಪದಾಧಿಕಾರಿಗಳು ಹಾಗೂ ಸ್ಥಳೀಯ ಮುಖಂಡರು ಪೂಜಾ ಕಾರ್ಯದಲ್ಲಿ ಪಾಲ್ಗೊಂಡಿದ್ದರು. bbox=[32, 160, 204, 212]
shilangere-body-text2: ಸಂವಿಧಾನ ಪೀಠಿಕೆಯನ್ನು ಸಾಮೂಹಿಕವಾಗಿ ಓದಲಾಯಿತು. ಶಾಲಾ ಮಕ್ಕಳಿಗೆ ಸಂವಿಧಾನ ಕುರಿತ ಪುಸ್ತಕಗಳನ್ನು ವಿತರಿಸಲಾಯಿತು. ಜಾತಿ, ಧರ್ಮ ಭೇದವಿಲ್ಲದೆ ಎಲ್ಲರೂ ಸಮಾನರು ಎಂಬುದೇ ಸಂವಿಧಾನದ ಮೂಲ ಆಶಯ ಎಂದರು. bbox=[404, 1002, 590, 1028]
constitution-body bbox=[718, 522, 914, 754]
garbage-box1-body: ರಸ್ತೆ ಬದಿಯಲ್ಲಿ ಕಸ ಸುರಿಯುತ್ತಿರುವ ಬಗ್ಗೆ ಹಲವು ಬಾರಿ ಪಂಚಾಯಿತಿ ಗಮನಕ್ಕೆ ತಂದರೂ ಯಾವುದೇ ಪ್ರಯೋಜನವಾಗಿಲ್ಲ. ಇಲ್ಲಿನ ನಿವಾಸಿಗಳು ಬೇಸತ್ತಿದ್ದು, ಸಂಬಂಧಪಟ್ಟ ಅಧಿಕಾರಿಗಳು ತಕ್ಷಣ ಕ್ರಮ ಕೈಗೊಳ್ಳಬೇಕು ಎಂದು ಸ್ಥಳೀಯ ಮುಖಂಡ ಮಂಜುನಾಥ್ ಆಗ್ರಹಿಸಿದರು. bbox=[553, 466, 703, 501]
left-story2-body bbox=[32, 296, 204, 592]
garbage-side-text2: ಗ್ರಾಮದಲ್ಲಿ ಸ್ವಚ್ಛ ಭಾರತ ಅಭಿಯಾನದಡಿ ಕಸ ಸಂಗ್ರಹಣಾ ಘಟಕ ನಿರ್ಮಿಸಿದ್ದರೂ ಬಳಕೆಯಾಗುತ್ತಿಲ್ಲ ಎಂದು ನಿವಾಸಿಗಳು ದೂರಿದ್ದಾರೆ. ಶೀಘ್ರವೇ ಕ್ರಮ ಕೈಗೊಳ್ಳದಿದ್ದರೆ ಪಂಚಾಯಿತಿ ಎದುರು ಪ್ರತಿಭಟನೆ ನಡೆಸುವುದಾಗಿ ಎಚ್ಚರಿಸಿದ್ದಾರೆ. bbox=[548, 682, 708, 708]
farmer-dateline: ಬೆಂಗಳೂರು: bbox=[600, 1174, 628, 1182]
lead-bullet-1 bbox=[627, 150, 745, 177]
garbage-photo bbox=[376, 446, 542, 660]
left-column-rule bbox=[208, 68, 209, 1108]
masthead-date: 27 ನವೆಂಬರ್ 2025 bbox=[836, 28, 905, 38]
goyal-photo bbox=[768, 816, 914, 880]
garbage-right-rule bbox=[712, 382, 713, 754]
reg-mark-cyan bbox=[90, 1410, 97, 1417]
garbage-body-text: ಗುಡೇಮಾರನಹಳ್ಳಿ ಹ್ಯಾಂಡ್ ಪೋಸ್ಟ್‌ನ ರಾಷ್ಟ್ರೀಯ ಹೆದ್ದಾರಿ 75ರ ಸರ್ವಿಸ್ ರಸ್ತೆಯ ಅಕ್ಕಪಕ್ಕದಲ್ಲಿ ಕಸದ ರಾಶಿ ಬಿದ್ದಿದ್ದು, ಸ್ಥಳೀಯ ಗ್ರಾಮ ಪಂಚಾಯಿತಿ ಅಧಿಕಾರಿಗಳು ಕಣ್ಮುಚ್ಚಿ ಕುಳಿತಿದ್ದಾರೆ ಎಂದು ನಾಗರಿಕರು ಆರೋಪಿಸಿದ್ದಾರೆ. ರಸ್ತೆಯ ಬದಿಯಲ್ಲಿ ಕಸ ಎಸೆಯದಂತೆ ₹500 ದಂಡ ವಿಧಿಸಲಾಗುವುದು ಎಂದು ನಾಮಫಲಕ ಅಳವಡಿಸಲಾಗಿದ್ದರೂ ಅದೇ ಸ್ಥಳದಲ್ಲಿ ಪ್ಲಾಸ್ಟಿಕ್, ಕೋಳಿ ತ್ಯಾಜ್ಯ, ಮನೆಯ ಕಸ ತಂದು ಸುರಿಯಲಾಗುತ್ತಿದೆ. ದುರ್ವಾಸನೆಯಿಂದ ವಾಹನ ಸವಾರರು ಹಾಗೂ ಪಾದಚಾರಿಗಳು ಮೂಗು ಮುಚ್ಚಿಕೊಂಡು ಸಂಚರಿಸುವಂತಾಗಿದೆ. ಬೀದಿ ನಾಯಿಗಳ ಹಾವಳಿಯೂ ಹೆಚ್ಚಾಗಿದ್ದು, ಮಕ್ಕಳು ಶಾಲೆಗೆ ತೆರಳಲು ಭಯಪಡುವಂತಾಗಿದೆ. ಮಳೆ ಬಂದಾಗ ಕಸ ಕೊಳೆತು ಸಾಂಕ್ರಾಮಿಕ ರೋಗ ಹರಡುವ ಭೀತಿ ಎದುರಾಗಿದೆ. ಪಂಚಾಯಿತಿ ಕೂಡಲೇ ಕಸ ತೆರವುಗೊಳಿಸಿ, ಕಸ ಎಸೆಯುವವರ ವಿರುದ್ಧ ಕ್ರಮ ಕೈಗೊಳ್ಳಬೇಕು ಎಂದು ಸ್ಥಳೀಯರು ಒತ್ತಾಯಿಸಿದ್ದಾರೆ. ಹತ್ತಿರದಲ್ಲೇ ಕೆರೆ ಇದ್ದು ಕಲುಷಿತ ನೀರು ಕೆರೆ ಸೇರುತ್ತಿರುವುದು ಆತಂಕಕ್ಕೆ ಕಾರಣವಾಗಿದೆ. bbox=[214, 446, 372, 559]
goyal-quote-author: ■ ಎಚ್.ಡಿ.ಕುಮಾರಸ್ವಾಮಿ, ಕೇಂದ್ರ ಸಚಿವ bbox=[772, 935, 866, 943]
reg-mark-cyan-2 bbox=[340, 1410, 347, 1417]
lead-brand-box-head: ಬ್ರ್ಯಾಂಡ್ ಹೆಸರು ಇನ್ನೂ ಅಂತಿಮಗೊಂಡಿಲ್ಲ bbox=[759, 150, 894, 161]
goyal-dateline: ಹೊಸದಿಲ್ಲಿ: bbox=[600, 816, 625, 824]
bullet-2-icon: ▶ bbox=[627, 181, 636, 191]
farmer-headline: ರೈತ-ಕೃಷಿ ಅಭಿವೃದ್ಧಿಗೆ ಪೂರಕವಾಗಿರಲಿ bbox=[600, 1142, 826, 1164]
